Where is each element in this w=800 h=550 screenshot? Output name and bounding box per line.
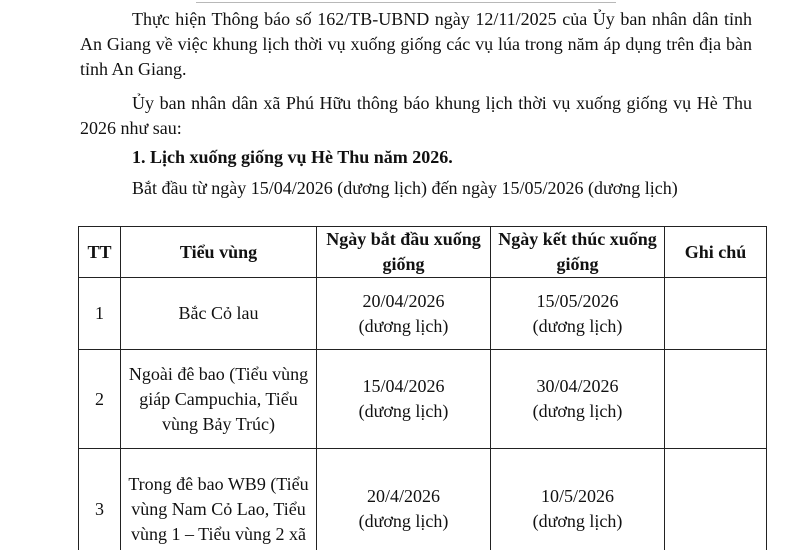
row-zone: Trong đê bao WB9 (Tiểu vùng Nam Cỏ Lao, Tiểu vùng 1 – Tiểu vùng 2 xã (121, 449, 317, 550)
row-start (317, 278, 491, 350)
cropped-top-line (196, 0, 616, 3)
header-start: Ngày bắt đầu xuống giống (317, 227, 491, 278)
row-end (491, 449, 665, 550)
table-row (79, 449, 767, 550)
row-tt: 2 (79, 350, 121, 449)
row-start (317, 350, 491, 449)
row-note (665, 350, 767, 449)
start-calendar: (dương lịch) (358, 511, 449, 531)
end-calendar: (dương lịch) (532, 315, 623, 336)
end-date: 15/05/2026 (536, 290, 619, 311)
sowing-schedule-table (78, 226, 767, 550)
row-end (491, 350, 665, 449)
end-calendar: (dương lịch) (532, 511, 623, 531)
row-tt: 3 (79, 449, 121, 550)
row-tt: 1 (79, 278, 121, 350)
start-date: 20/04/2026 (362, 290, 445, 311)
row-note (665, 449, 767, 550)
start-calendar: (dương lịch) (358, 315, 449, 336)
end-date: 30/04/2026 (536, 376, 619, 396)
start-calendar: (dương lịch) (358, 401, 449, 421)
end-date: 10/5/2026 (540, 486, 614, 506)
start-date: 20/4/2026 (366, 486, 440, 506)
end-calendar: (dương lịch) (532, 401, 623, 421)
row-zone: Ngoài đê bao (Tiểu vùng giáp Campuchia, Tiểu vùng Bảy Trúc) (121, 350, 317, 449)
row-zone: Bắc Cỏ lau (121, 278, 317, 350)
intro-paragraph: Thực hiện Thông báo số 162/TB-UBND ngày 12/11/2025 của Ủy ban nhân dân tỉnh An Giang về việc khung lịch thời vụ xuống giống các vụ lúa trong năm áp dụng trên địa bàn tỉnh An Giang. (80, 9, 752, 79)
table-header-row (79, 227, 767, 278)
table-row (79, 350, 767, 449)
announcement-paragraph: Ủy ban nhân dân xã Phú Hữu thông báo khung lịch thời vụ xuống giống vụ Hè Thu 2026 như sau: (80, 93, 752, 138)
section-heading: 1. Lịch xuống giống vụ Hè Thu năm 2026. (132, 147, 453, 167)
row-start (317, 449, 491, 550)
row-note (665, 278, 767, 350)
period-text: Bắt đầu từ ngày 15/04/2026 (dương lịch) đến ngày 15/05/2026 (dương lịch) (132, 178, 678, 198)
header-note: Ghi chú (665, 227, 767, 278)
header-end: Ngày kết thúc xuống giống (491, 227, 665, 278)
table-row (79, 278, 767, 350)
start-date: 15/04/2026 (362, 376, 445, 396)
header-zone: Tiểu vùng (121, 227, 317, 278)
row-end (491, 278, 665, 350)
header-tt: TT (79, 227, 121, 278)
